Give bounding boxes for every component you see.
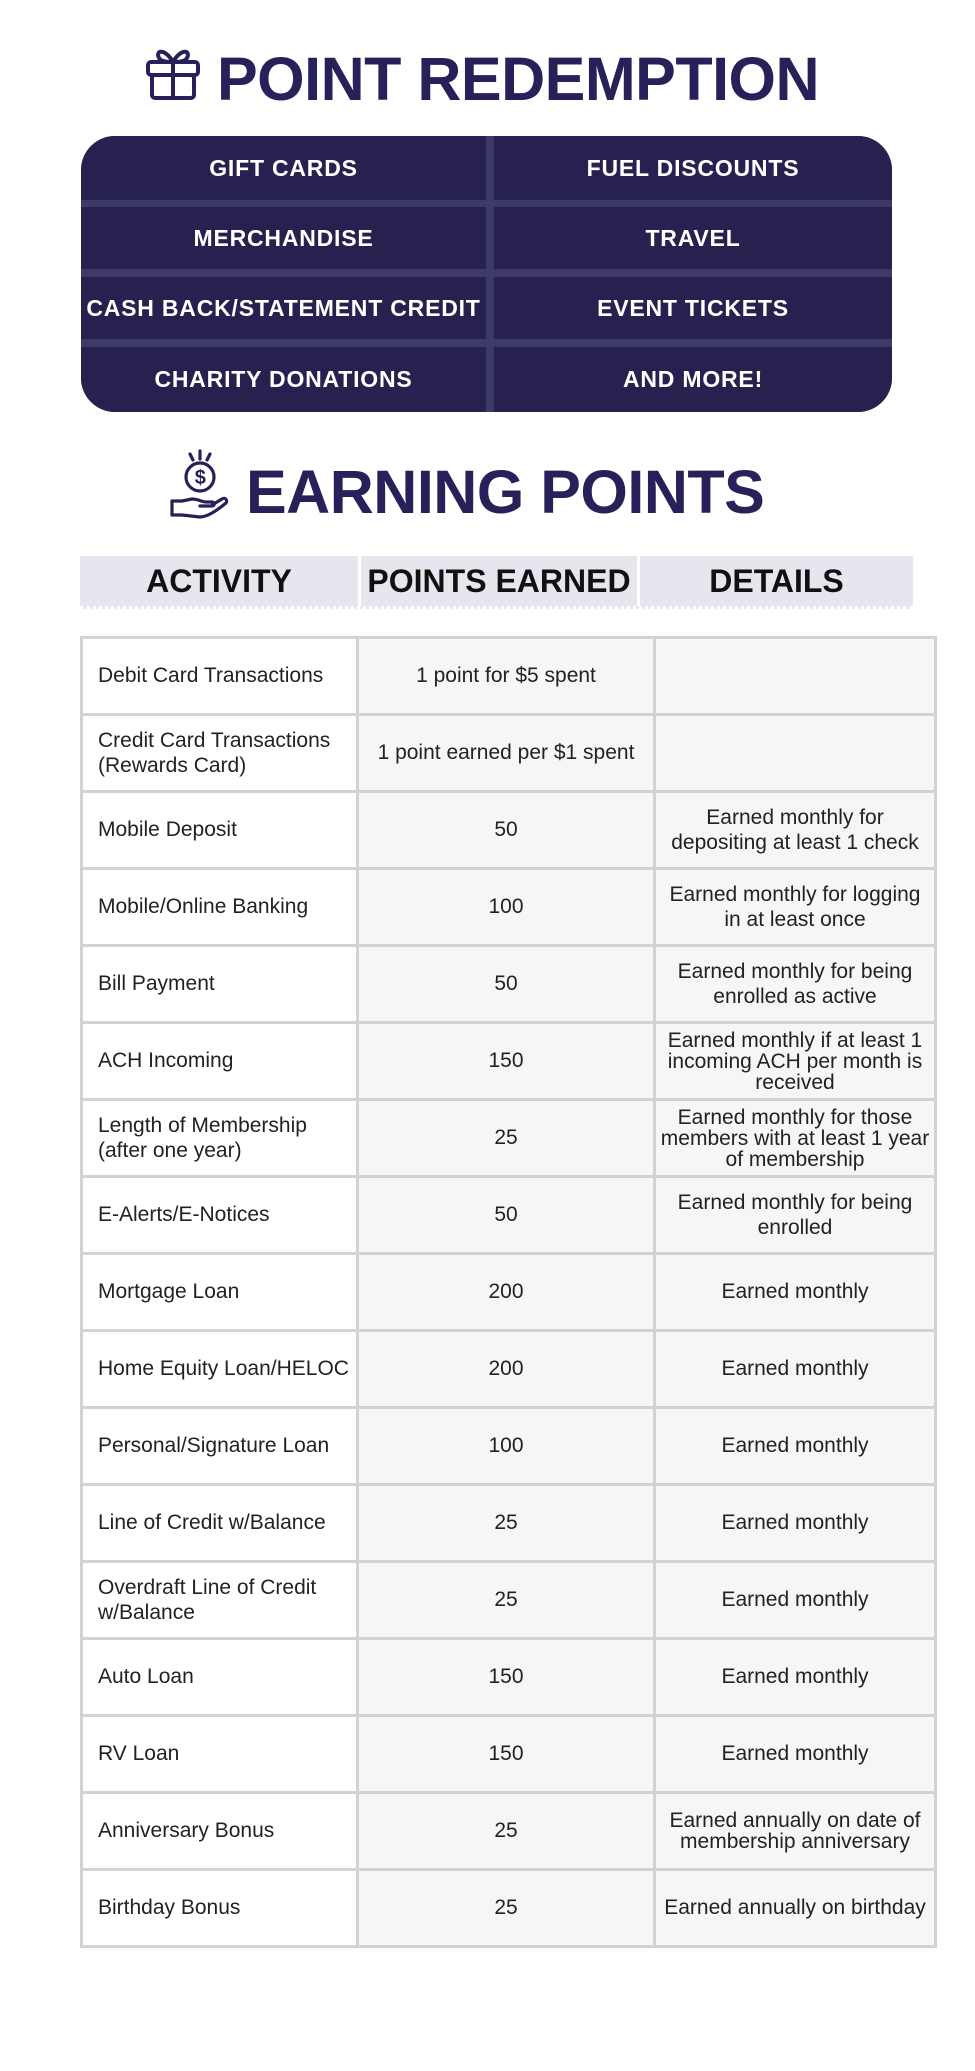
table-row [82, 1562, 936, 1639]
table-row [82, 1254, 936, 1331]
details-cell [655, 715, 936, 792]
details-cell: Earned annually on birthday [655, 1870, 936, 1947]
table-row [82, 946, 936, 1023]
activity-cell: RV Loan [82, 1716, 358, 1793]
table-row [82, 1870, 936, 1947]
table-row [82, 1793, 936, 1870]
activity-cell: Line of Credit w/Balance [82, 1485, 358, 1562]
points-cell: 1 point earned per $1 spent [358, 715, 655, 792]
redemption-option: FUEL DISCOUNTS [494, 136, 892, 200]
header-details: DETAILS [709, 562, 844, 599]
details-cell [655, 638, 936, 715]
header-activity: ACTIVITY [146, 562, 292, 599]
details-cell: Earned monthly for being enrolled as active [655, 946, 936, 1023]
table-row [82, 792, 936, 869]
points-cell: 25 [358, 1485, 655, 1562]
points-cell: 100 [358, 869, 655, 946]
details-cell: Earned monthly [655, 1716, 936, 1793]
details-cell: Earned monthly for being enrolled [655, 1177, 936, 1254]
details-cell: Earned annually on date of membership anniversary [655, 1793, 936, 1870]
redemption-option: GIFT CARDS [81, 136, 486, 200]
table-row [82, 1485, 936, 1562]
redemption-heading [145, 42, 819, 116]
earning-points-table [80, 636, 937, 1948]
activity-cell: Mobile/Online Banking [82, 869, 358, 946]
details-cell: Earned monthly [655, 1639, 936, 1716]
points-cell: 200 [358, 1254, 655, 1331]
activity-cell: Overdraft Line of Credit w/Balance [82, 1562, 358, 1639]
details-cell: Earned monthly [655, 1408, 936, 1485]
points-cell: 100 [358, 1408, 655, 1485]
points-cell: 25 [358, 1793, 655, 1870]
activity-cell: Mortgage Loan [82, 1254, 358, 1331]
points-cell: 200 [358, 1331, 655, 1408]
points-cell: 50 [358, 792, 655, 869]
activity-cell: Bill Payment [82, 946, 358, 1023]
points-cell: 150 [358, 1716, 655, 1793]
activity-cell: Home Equity Loan/HELOC [82, 1331, 358, 1408]
table-row [82, 1023, 936, 1100]
activity-cell: ACH Incoming [82, 1023, 358, 1100]
earning-heading [170, 452, 764, 532]
points-cell: 150 [358, 1023, 655, 1100]
redemption-option: CASH BACK/STATEMENT CREDIT [81, 277, 486, 339]
points-cell: 25 [358, 1562, 655, 1639]
gift-icon [145, 42, 201, 116]
details-cell: Earned monthly for those members with at least 1 year of membership [655, 1100, 936, 1177]
earning-table-header [80, 556, 913, 609]
redemption-title: POINT REDEMPTION [217, 45, 820, 113]
activity-cell: Credit Card Transactions (Rewards Card) [82, 715, 358, 792]
redemption-option: MERCHANDISE [81, 207, 486, 269]
activity-cell: Auto Loan [82, 1639, 358, 1716]
redemption-options-panel [81, 136, 892, 412]
hand-coin-icon [170, 449, 230, 535]
details-cell: Earned monthly [655, 1485, 936, 1562]
table-row [82, 1331, 936, 1408]
table-row [82, 1100, 936, 1177]
redemption-option: EVENT TICKETS [494, 277, 892, 339]
redemption-option: TRAVEL [494, 207, 892, 269]
details-cell: Earned monthly [655, 1331, 936, 1408]
points-cell: 25 [358, 1100, 655, 1177]
points-cell: 1 point for $5 spent [358, 638, 655, 715]
activity-cell: E-Alerts/E-Notices [82, 1177, 358, 1254]
redemption-option: CHARITY DONATIONS [81, 347, 486, 412]
activity-cell: Mobile Deposit [82, 792, 358, 869]
table-row [82, 715, 936, 792]
table-row [82, 1408, 936, 1485]
details-cell: Earned monthly [655, 1562, 936, 1639]
table-row [82, 869, 936, 946]
details-cell: Earned monthly [655, 1254, 936, 1331]
activity-cell: Debit Card Transactions [82, 638, 358, 715]
activity-cell: Personal/Signature Loan [82, 1408, 358, 1485]
details-cell: Earned monthly if at least 1 incoming ACH per month is received [655, 1023, 936, 1100]
table-row [82, 1716, 936, 1793]
points-cell: 25 [358, 1870, 655, 1947]
table-row [82, 1177, 936, 1254]
svg-text:$: $ [194, 467, 206, 489]
points-cell: 50 [358, 1177, 655, 1254]
details-cell: Earned monthly for logging in at least once [655, 869, 936, 946]
points-cell: 150 [358, 1639, 655, 1716]
redemption-option: AND MORE! [494, 347, 892, 412]
activity-cell: Anniversary Bonus [82, 1793, 358, 1870]
activity-cell: Birthday Bonus [82, 1870, 358, 1947]
details-cell: Earned monthly for depositing at least 1 check [655, 792, 936, 869]
earning-title: EARNING POINTS [246, 458, 765, 526]
activity-cell: Length of Membership (after one year) [82, 1100, 358, 1177]
table-row [82, 1639, 936, 1716]
header-points-earned: POINTS EARNED [367, 562, 631, 599]
points-cell: 50 [358, 946, 655, 1023]
table-row [82, 638, 936, 715]
